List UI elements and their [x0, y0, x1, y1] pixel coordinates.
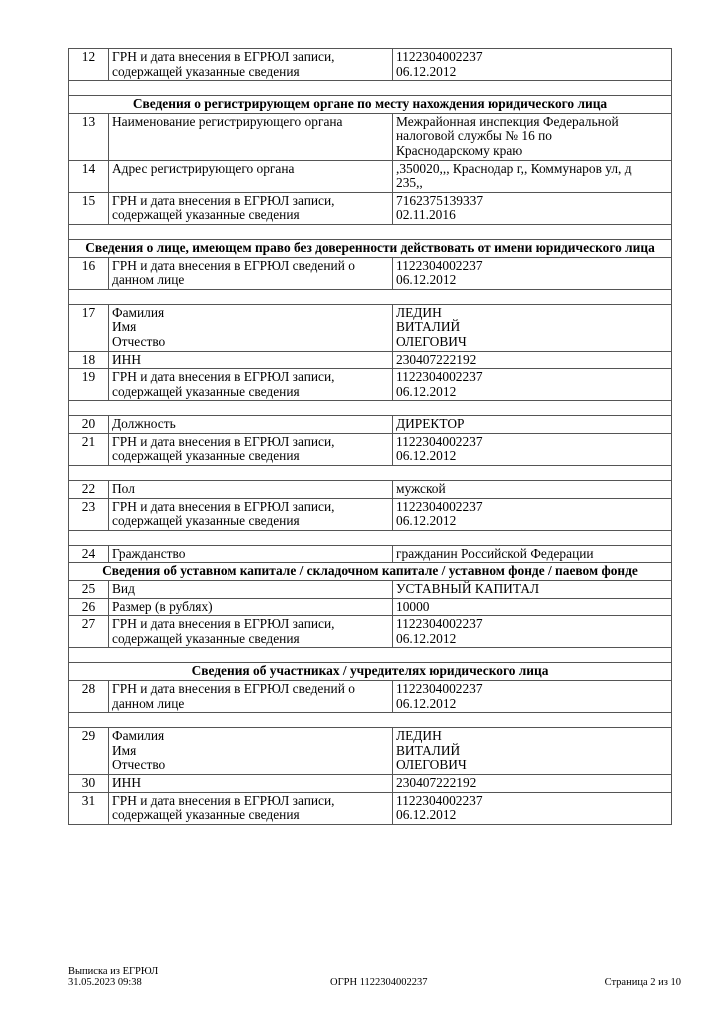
field-label-line: содержащей указанные сведения [112, 630, 300, 646]
field-value-line: 06.12.2012 [396, 63, 457, 79]
field-label [109, 433, 393, 465]
field-label-line: ГРН и дата внесения в ЕГРЮЛ записи, [112, 616, 335, 632]
field-label-line: содержащей указанные сведения [112, 63, 300, 79]
spacer-row [69, 81, 672, 96]
field-label [109, 49, 393, 81]
spacer-cell [69, 224, 672, 239]
field-value [393, 369, 672, 401]
field-value-line: 1122304002237 [396, 681, 483, 696]
row-number: 17 [69, 304, 109, 351]
row-number: 23 [69, 498, 109, 530]
footer-document-title: Выписка из ЕГРЮЛ [68, 966, 159, 977]
field-value [393, 113, 672, 160]
section-title: Сведения об уставном капитале / складочном капитале / уставном фонде / паевом фонде [69, 563, 672, 581]
row-number: 14 [69, 160, 109, 192]
row-number: 27 [69, 616, 109, 648]
field-value-line: 06.12.2012 [396, 630, 457, 646]
field-value-line: гражданин Российской Федерации [396, 545, 594, 561]
field-label [109, 581, 393, 599]
field-label-line: Размер (в рублях) [112, 598, 213, 614]
field-label-line: Пол [112, 481, 135, 497]
field-value-line: ОЛЕГОВИЧ [396, 757, 467, 773]
field-label-line: Имя [112, 319, 137, 335]
row-number: 26 [69, 598, 109, 616]
field-label [109, 351, 393, 369]
spacer-cell [69, 713, 672, 728]
field-value-line: 02.11.2016 [396, 207, 456, 223]
field-value [393, 257, 672, 289]
field-label [109, 616, 393, 648]
field-value-line: 1122304002237 [396, 49, 483, 64]
field-value-line: 1122304002237 [396, 792, 483, 808]
field-label [109, 369, 393, 401]
table-row [69, 498, 672, 530]
field-label [109, 160, 393, 192]
field-value-line: 1122304002237 [396, 433, 483, 449]
spacer-cell [69, 81, 672, 96]
section-header-row [69, 96, 672, 114]
field-value [393, 192, 672, 224]
field-label-line: содержащей указанные сведения [112, 448, 300, 464]
field-value-line: УСТАВНЫЙ КАПИТАЛ [396, 581, 540, 597]
field-value-line: 1122304002237 [396, 498, 483, 514]
row-number: 25 [69, 581, 109, 599]
field-label [109, 257, 393, 289]
field-label-line: содержащей указанные сведения [112, 807, 300, 823]
field-label [109, 545, 393, 563]
footer-document-date: 31.05.2023 09:38 [68, 977, 142, 988]
field-value [393, 792, 672, 824]
spacer-cell [69, 401, 672, 416]
field-value [393, 774, 672, 792]
field-label [109, 792, 393, 824]
table-row [69, 545, 672, 563]
field-label [109, 304, 393, 351]
spacer-cell [69, 648, 672, 663]
table-row [69, 49, 672, 81]
field-value [393, 481, 672, 499]
table-row [69, 192, 672, 224]
row-number: 13 [69, 113, 109, 160]
field-label [109, 192, 393, 224]
field-value-line: ВИТАЛИЙ [396, 319, 461, 335]
row-number: 28 [69, 681, 109, 713]
section-header-row [69, 239, 672, 257]
spacer-row [69, 224, 672, 239]
field-label-line: ГРН и дата внесения в ЕГРЮЛ записи, [112, 433, 335, 449]
field-value-line: ДИРЕКТОР [396, 416, 465, 432]
field-value [393, 49, 672, 81]
table-row [69, 257, 672, 289]
field-label-line: Имя [112, 742, 137, 758]
table-row [69, 728, 672, 775]
spacer-row [69, 289, 672, 304]
row-number: 22 [69, 481, 109, 499]
table-row [69, 581, 672, 599]
section-title: Сведения об участниках / учредителях юридического лица [69, 663, 672, 681]
row-number: 24 [69, 545, 109, 563]
field-label-line: ИНН [112, 351, 142, 367]
field-label-line: Вид [112, 581, 135, 597]
field-label-line: Отчество [112, 333, 166, 349]
field-label-line: содержащей указанные сведения [112, 207, 300, 223]
section-title: Сведения о лице, имеющем право без доверенности действовать от имени юридического лица [69, 239, 672, 257]
field-value [393, 616, 672, 648]
table-row [69, 351, 672, 369]
field-value [393, 498, 672, 530]
row-number: 31 [69, 792, 109, 824]
field-value-line: 1122304002237 [396, 369, 483, 385]
field-value-line: Межрайонная инспекция Федеральной [396, 113, 619, 129]
row-number: 12 [69, 49, 109, 81]
field-label [109, 481, 393, 499]
field-value [393, 545, 672, 563]
field-value-line: 06.12.2012 [396, 807, 457, 823]
table-row [69, 416, 672, 434]
field-value-line: ОЛЕГОВИЧ [396, 333, 467, 349]
field-label-line: Должность [112, 416, 176, 432]
field-label-line: содержащей указанные сведения [112, 383, 300, 399]
field-label [109, 728, 393, 775]
field-label-line: данном лице [112, 695, 185, 711]
field-label-line: ГРН и дата внесения в ЕГРЮЛ записи, [112, 192, 335, 208]
field-label [109, 774, 393, 792]
spacer-row [69, 713, 672, 728]
row-number: 18 [69, 351, 109, 369]
row-number: 19 [69, 369, 109, 401]
table-row [69, 369, 672, 401]
field-label-line: Отчество [112, 757, 166, 773]
table-row [69, 774, 672, 792]
field-value-line: 10000 [396, 598, 430, 614]
egrul-extract-table [68, 48, 672, 825]
field-label-line: ИНН [112, 774, 142, 790]
field-value-line: 06.12.2012 [396, 448, 457, 464]
field-value-line: 06.12.2012 [396, 695, 457, 711]
spacer-row [69, 648, 672, 663]
table-row [69, 616, 672, 648]
field-label-line: ГРН и дата внесения в ЕГРЮЛ сведений о [112, 257, 355, 273]
field-label-line: данном лице [112, 272, 185, 288]
field-label-line: Наименование регистрирующего органа [112, 113, 343, 129]
field-label-line: ГРН и дата внесения в ЕГРЮЛ записи, [112, 498, 335, 514]
field-value [393, 416, 672, 434]
field-value-line: 06.12.2012 [396, 383, 457, 399]
field-label [109, 113, 393, 160]
table-row [69, 304, 672, 351]
table-row [69, 113, 672, 160]
field-value-line: ,350020,,, Краснодар г,, Коммунаров ул, д [396, 160, 632, 176]
footer-ogrn: ОГРН 1122304002237 [330, 977, 428, 988]
table-row [69, 681, 672, 713]
field-value-line: ВИТАЛИЙ [396, 742, 461, 758]
field-label-line: Фамилия [112, 728, 165, 744]
egrul-extract-body [69, 49, 672, 825]
field-label-line: Адрес регистрирующего органа [112, 160, 295, 176]
field-value-line: 1122304002237 [396, 257, 483, 273]
field-label [109, 598, 393, 616]
field-value [393, 681, 672, 713]
field-value [393, 433, 672, 465]
field-value [393, 598, 672, 616]
row-number: 20 [69, 416, 109, 434]
row-number: 30 [69, 774, 109, 792]
field-value [393, 728, 672, 775]
field-value-line: налоговой службы № 16 по [396, 128, 552, 144]
section-header-row [69, 563, 672, 581]
table-row [69, 792, 672, 824]
field-value-line: 7162375139337 [396, 192, 484, 208]
table-row [69, 598, 672, 616]
row-number: 21 [69, 433, 109, 465]
field-value-line: Краснодарскому краю [396, 142, 523, 158]
spacer-cell [69, 530, 672, 545]
field-label [109, 498, 393, 530]
table-row [69, 160, 672, 192]
field-value-line: 230407222192 [396, 774, 477, 790]
field-value [393, 160, 672, 192]
field-label-line: ГРН и дата внесения в ЕГРЮЛ записи, [112, 792, 335, 808]
field-value-line: мужской [396, 481, 446, 497]
footer-document-info [68, 966, 158, 988]
field-label-line: ГРН и дата внесения в ЕГРЮЛ сведений о [112, 681, 355, 696]
table-row [69, 433, 672, 465]
spacer-cell [69, 289, 672, 304]
field-value [393, 581, 672, 599]
field-value-line: 06.12.2012 [396, 513, 457, 529]
spacer-row [69, 530, 672, 545]
section-header-row [69, 663, 672, 681]
field-label-line: ГРН и дата внесения в ЕГРЮЛ записи, [112, 369, 335, 385]
field-label-line: ГРН и дата внесения в ЕГРЮЛ записи, [112, 49, 335, 64]
field-value-line: 06.12.2012 [396, 272, 457, 288]
footer-page-number: Страница 2 из 10 [604, 977, 681, 988]
field-value [393, 351, 672, 369]
field-value-line: 230407222192 [396, 351, 477, 367]
spacer-row [69, 466, 672, 481]
field-label-line: Гражданство [112, 545, 186, 561]
row-number: 29 [69, 728, 109, 775]
field-value [393, 304, 672, 351]
field-value-line: 1122304002237 [396, 616, 483, 632]
field-label-line: содержащей указанные сведения [112, 513, 300, 529]
row-number: 15 [69, 192, 109, 224]
field-value-line: ЛЕДИН [396, 728, 442, 744]
spacer-cell [69, 466, 672, 481]
field-label [109, 681, 393, 713]
field-label [109, 416, 393, 434]
field-value-line: 235,, [396, 175, 423, 191]
spacer-row [69, 401, 672, 416]
row-number: 16 [69, 257, 109, 289]
field-label-line: Фамилия [112, 304, 165, 320]
table-row [69, 481, 672, 499]
section-title: Сведения о регистрирующем органе по месту нахождения юридического лица [69, 96, 672, 114]
field-value-line: ЛЕДИН [396, 304, 442, 320]
